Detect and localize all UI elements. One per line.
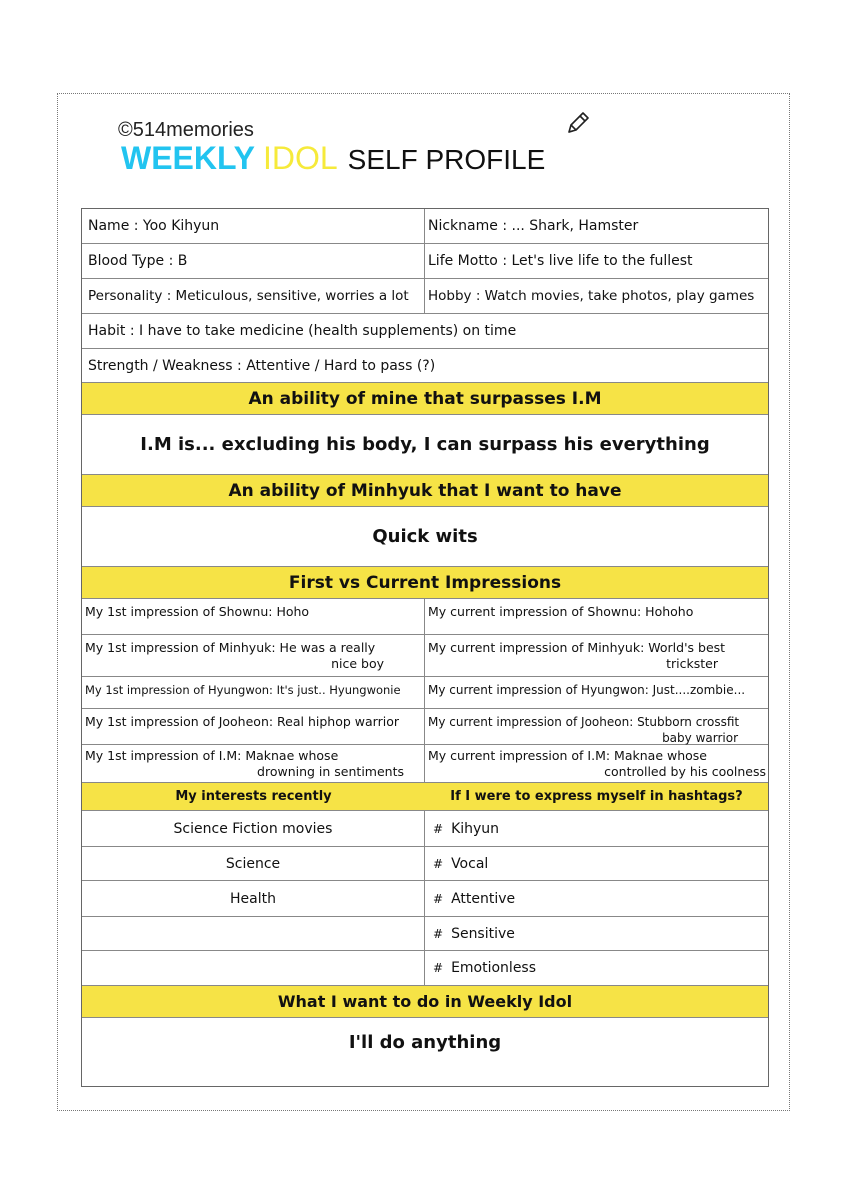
hashtag-icon: #: [433, 856, 444, 871]
nickname-field: Nickname : ... Shark, Hamster: [428, 218, 639, 234]
current-impression-jooheon: My current impression of Jooheon: Stubborn crossfit baby warrior: [428, 715, 740, 745]
name-field: Name : Yoo Kihyun: [82, 209, 425, 243]
hashtag-item: # Emotionless: [433, 960, 537, 976]
impression-row: [82, 599, 768, 635]
hashtag-icon: #: [433, 926, 444, 941]
hashtag-item: # Attentive: [433, 890, 516, 907]
first-impression-shownu: My 1st impression of Shownu: Hoho: [82, 599, 425, 634]
want-ability-answer: Quick wits: [82, 507, 768, 567]
title-self-profile: SELF PROFILE: [347, 144, 546, 175]
interest-row: [82, 951, 768, 986]
page-title: [121, 140, 545, 180]
title-weekly: WEEKLY: [121, 140, 255, 176]
want-ability-heading: An ability of Minhyuk that I want to have: [82, 475, 768, 507]
interest-item: [82, 917, 425, 950]
hashtag-icon: #: [433, 821, 444, 836]
interest-row: [82, 811, 768, 847]
hashtag-icon: #: [433, 891, 444, 906]
blood-type-field: Blood Type : B: [82, 244, 425, 278]
row-name: [82, 209, 768, 244]
interest-row: [82, 917, 768, 951]
row-strength: [82, 349, 768, 383]
hashtag-item: # Vocal: [433, 855, 489, 872]
row-habit: [82, 314, 768, 349]
first-impression-hyungwon: My 1st impression of Hyungwon: It's just.. Hyungwonie: [82, 677, 425, 708]
current-impression-shownu: My current impression of Shownu: Hohoho: [428, 604, 694, 619]
impression-row: [82, 745, 768, 783]
title-idol: IDOL: [262, 140, 338, 176]
interests-heading: My interests recently: [175, 789, 332, 804]
weekly-idol-heading: What I want to do in Weekly Idol: [82, 986, 768, 1018]
profile-sheet: [81, 208, 769, 1087]
row-blood: [82, 244, 768, 279]
pencil-icon: [565, 110, 591, 136]
impressions-heading: First vs Current Impressions: [82, 567, 768, 599]
habit-field: Habit : I have to take medicine (health supplements) on time: [88, 323, 517, 339]
current-impression-minhyuk: My current impression of Minhyuk: World's best trickster: [428, 640, 726, 671]
first-impression-minhyuk: My 1st impression of Minhyuk: He was a really nice boy: [82, 635, 425, 676]
weekly-idol-answer: I'll do anything: [348, 1032, 502, 1053]
personality-field: Personality : Meticulous, sensitive, worries a lot: [82, 279, 425, 313]
interest-row: [82, 847, 768, 881]
interest-row: [82, 881, 768, 917]
interest-item: [82, 951, 425, 985]
surpass-heading: An ability of mine that surpasses I.M: [82, 383, 768, 415]
first-impression-jooheon: My 1st impression of Jooheon: Real hiphop warrior: [82, 709, 425, 744]
current-impression-im: My current impression of I.M: Maknae whose controlled by his coolness: [428, 748, 766, 779]
impression-row: [82, 677, 768, 709]
hashtags-heading: If I were to express myself in hashtags?: [450, 789, 743, 804]
interest-item: Health: [82, 881, 425, 916]
hobby-field: Hobby : Watch movies, take photos, play games: [428, 288, 755, 304]
interest-item: Science: [82, 847, 425, 880]
current-impression-hyungwon: My current impression of Hyungwon: Just....zombie...: [428, 683, 746, 697]
hashtag-item: # Sensitive: [433, 925, 515, 942]
hashtag-icon: #: [433, 961, 444, 975]
row-personality: [82, 279, 768, 314]
impression-row: [82, 709, 768, 745]
hashtag-item: # Kihyun: [433, 820, 500, 837]
impression-row: [82, 635, 768, 677]
interest-item: Science Fiction movies: [82, 811, 425, 846]
interests-heading-row: [82, 783, 768, 811]
strength-weakness-field: Strength / Weakness : Attentive / Hard to pass (?): [88, 357, 436, 374]
life-motto-field: Life Motto : Let's live life to the fullest: [428, 253, 693, 269]
credit-text: ©514memories: [118, 119, 254, 141]
surpass-answer: I.M is... excluding his body, I can surpass his everything: [82, 415, 768, 475]
first-impression-im: My 1st impression of I.M: Maknae whose drowning in sentiments: [82, 745, 425, 782]
